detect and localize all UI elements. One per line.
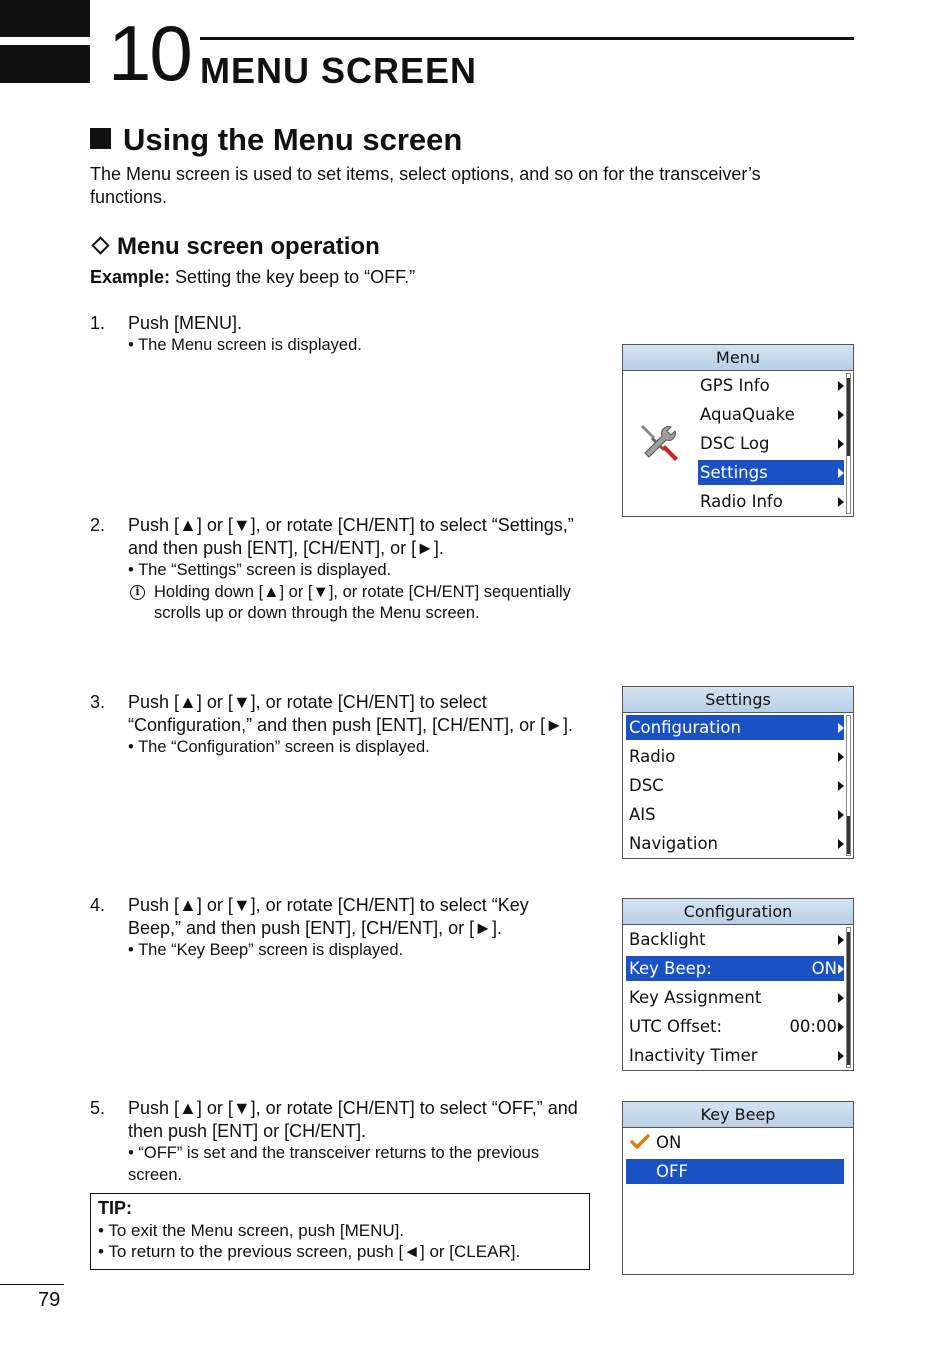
tip-line: • To return to the previous screen, push [◄] or [CLEAR]. <box>98 1242 521 1261</box>
scrollbar-thumb[interactable] <box>847 932 850 1065</box>
menu-item-radio-info[interactable]: Radio Info <box>623 487 853 516</box>
scrollbar-thumb[interactable] <box>847 378 850 456</box>
arrow-right-icon <box>838 964 844 974</box>
menu-item-dsc[interactable]: DSC <box>623 771 853 800</box>
screen-title: Menu <box>623 345 853 371</box>
step-note-text: Holding down [▲] or [▼], or rotate [CH/ENT] sequentially scrolls up or down through the Menu screen. <box>154 582 571 622</box>
step-text: Push [▲] or [▼], or rotate [CH/ENT] to select “OFF,” and then push [ENT] or [CH/ENT]. <box>128 1098 578 1141</box>
menu-item-inactivity-timer[interactable]: Inactivity Timer <box>623 1041 853 1070</box>
checkmark-icon <box>630 1134 650 1150</box>
arrow-right-icon <box>838 839 844 849</box>
menu-item-utc-offset[interactable]: UTC Offset: 00:00 <box>623 1012 853 1041</box>
chapter-number: 10 <box>108 9 191 97</box>
step-number: 1. <box>90 313 106 333</box>
menu-item-gps-info[interactable]: GPS Info <box>623 371 853 400</box>
step-5 <box>90 1097 580 1186</box>
arrow-right-icon <box>838 935 844 945</box>
key-beep-screen <box>622 1101 854 1275</box>
menu-item-radio[interactable]: Radio <box>623 742 853 771</box>
screen-title: Key Beep <box>623 1102 853 1128</box>
step-text: Push [▲] or [▼], or rotate [CH/ENT] to select “Settings,” and then push [ENT], [CH/ENT], or [►]. <box>128 515 574 558</box>
screen-title: Settings <box>623 687 853 713</box>
arrow-right-icon <box>838 993 844 1003</box>
menu-item-configuration[interactable]: Configuration <box>623 713 853 742</box>
step-text: Push [▲] or [▼], or rotate [CH/ENT] to select “Key Beep,” and then push [ENT], [CH/ENT], or [►]. <box>128 895 529 938</box>
section-intro: The Menu screen is used to set items, select options, and so on for the transceiver’s functions. <box>90 164 761 207</box>
screen-title: Configuration <box>623 899 853 925</box>
info-icon: i <box>130 585 145 600</box>
chapter-tab-bar-bottom <box>0 45 90 83</box>
arrow-right-icon <box>838 752 844 762</box>
tip-line: • To exit the Menu screen, push [MENU]. <box>98 1220 405 1240</box>
arrow-right-icon <box>838 410 844 420</box>
chapter-rule <box>200 37 854 40</box>
example-line <box>90 267 415 288</box>
step-2 <box>90 514 580 625</box>
settings-screen <box>622 686 854 859</box>
step-3 <box>90 691 580 759</box>
page-number: 79 <box>38 1289 61 1311</box>
example-text: Setting the key beep to “OFF.” <box>170 267 416 287</box>
arrow-right-icon <box>838 1051 844 1061</box>
arrow-right-icon <box>838 781 844 791</box>
arrow-right-icon <box>838 381 844 391</box>
option-off[interactable]: OFF <box>623 1157 853 1186</box>
step-4 <box>90 894 580 962</box>
setting-value: ON <box>811 959 837 978</box>
step-result: • The “Settings” screen is displayed. <box>128 561 392 579</box>
section-heading <box>90 122 462 158</box>
step-result: • The “Configuration” screen is displayed. <box>128 738 430 756</box>
tip-box <box>90 1193 590 1270</box>
configuration-screen <box>622 898 854 1071</box>
arrow-right-icon <box>838 723 844 733</box>
arrow-right-icon <box>838 468 844 478</box>
menu-item-settings[interactable]: Settings <box>623 458 853 487</box>
arrow-right-icon <box>838 1022 844 1032</box>
example-label: Example: <box>90 267 171 287</box>
step-1 <box>90 312 580 357</box>
step-number: 4. <box>90 895 106 915</box>
step-result: • “OFF” is set and the transceiver returns to the previous screen. <box>128 1144 540 1184</box>
subsection-heading <box>90 233 380 261</box>
step-number: 2. <box>90 515 106 535</box>
step-text: Push [▲] or [▼], or rotate [CH/ENT] to select “Configuration,” and then push [ENT], [CH/ENT], or [►]. <box>128 692 573 735</box>
setting-value: 00:00 <box>789 1017 837 1036</box>
step-result: • The Menu screen is displayed. <box>128 336 362 354</box>
step-number: 5. <box>90 1098 106 1118</box>
menu-screen <box>622 344 854 517</box>
menu-item-backlight[interactable]: Backlight <box>623 925 853 954</box>
subsection-title: Menu screen operation <box>117 233 380 260</box>
tip-heading: TIP: <box>98 1198 132 1218</box>
option-on[interactable]: ON <box>623 1128 853 1157</box>
menu-item-aquaquake[interactable]: AquaQuake <box>623 400 853 429</box>
menu-item-navigation[interactable]: Navigation <box>623 829 853 858</box>
scrollbar[interactable] <box>846 373 851 514</box>
menu-item-dsc-log[interactable]: DSC Log <box>623 429 853 458</box>
menu-item-key-assignment[interactable]: Key Assignment <box>623 983 853 1012</box>
diamond-bullet-icon <box>91 236 109 254</box>
step-text: Push [MENU]. <box>128 313 243 333</box>
menu-item-key-beep[interactable]: Key Beep: ON <box>623 954 853 983</box>
menu-item-ais[interactable]: AIS <box>623 800 853 829</box>
arrow-right-icon <box>838 810 844 820</box>
step-note <box>128 582 580 625</box>
scrollbar[interactable] <box>846 715 851 856</box>
step-result: • The “Key Beep” screen is displayed. <box>128 941 404 959</box>
step-number: 3. <box>90 692 106 712</box>
scrollbar[interactable] <box>846 927 851 1068</box>
square-bullet-icon <box>90 128 111 149</box>
arrow-right-icon <box>838 497 844 507</box>
section-title: Using the Menu screen <box>123 122 463 157</box>
scrollbar-thumb[interactable] <box>847 816 850 854</box>
chapter-title: MENU SCREEN <box>200 50 478 91</box>
arrow-right-icon <box>838 439 844 449</box>
chapter-tab-bar-top <box>0 0 90 37</box>
page-number-rule <box>0 1284 64 1285</box>
